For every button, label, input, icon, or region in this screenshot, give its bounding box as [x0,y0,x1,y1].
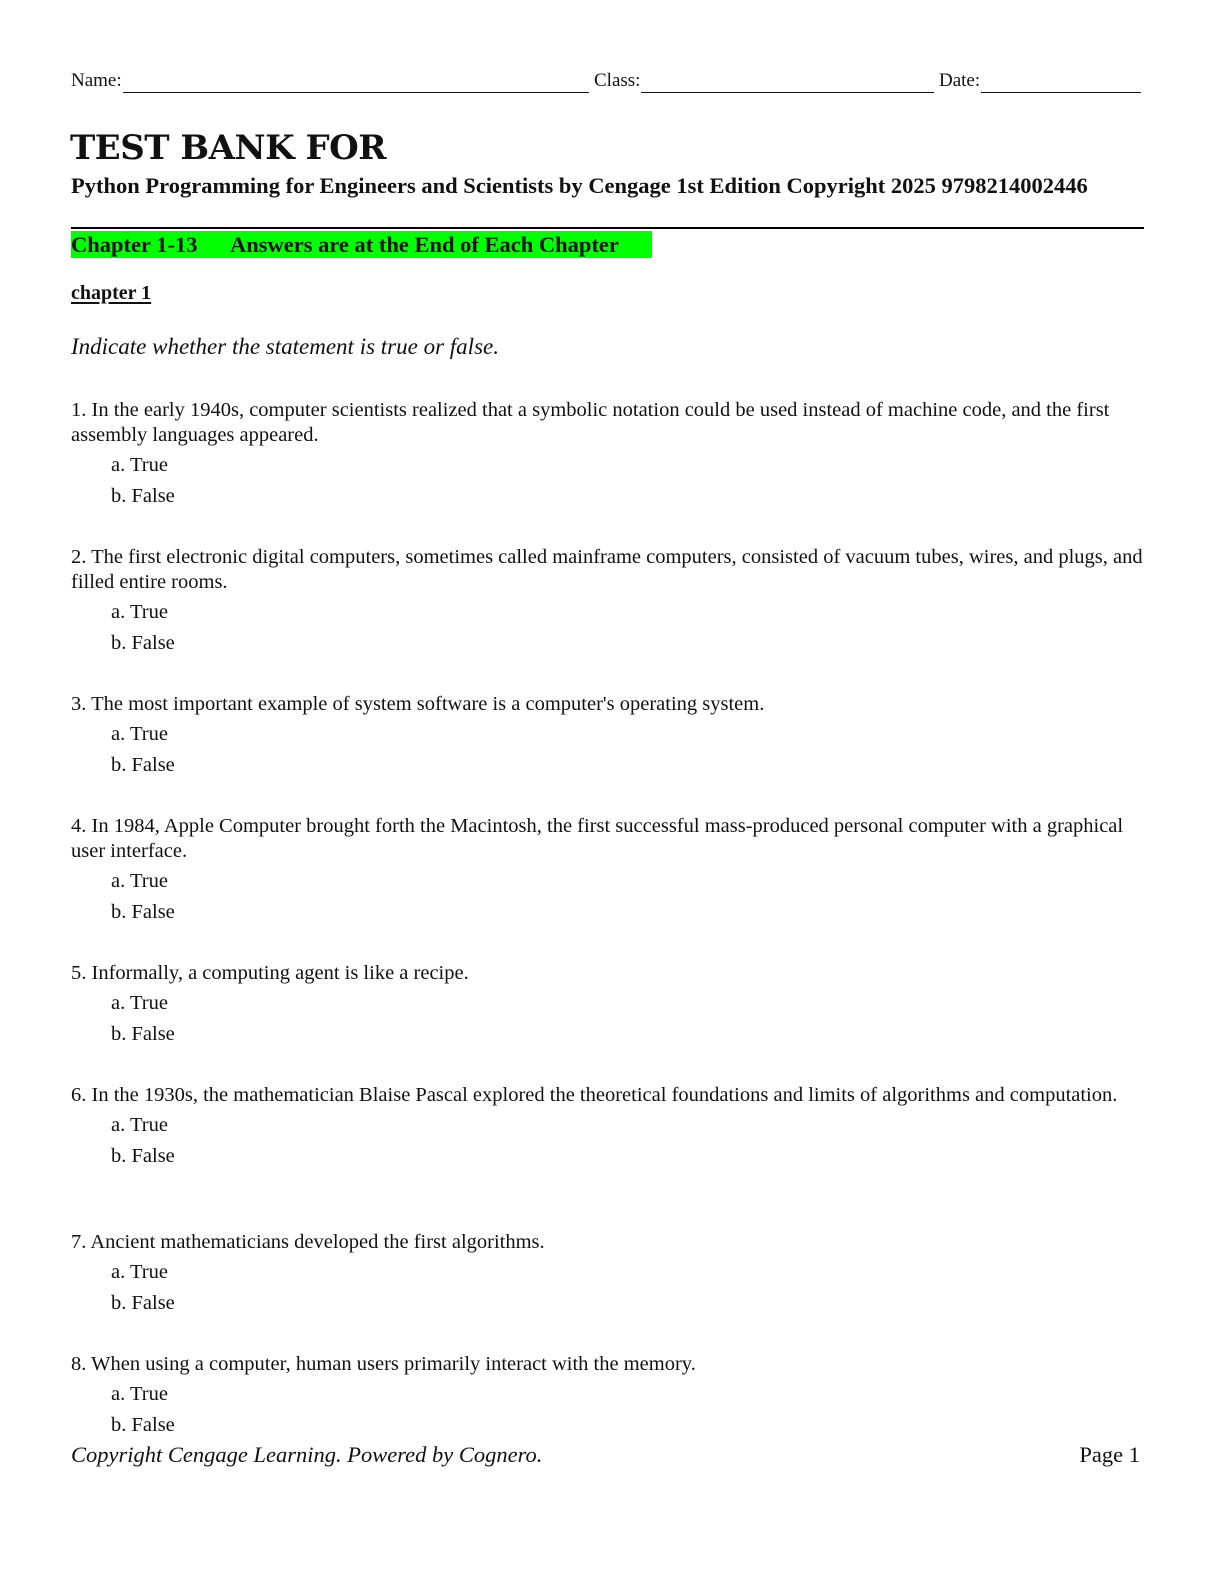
question-stem: 2. The first electronic digital computers, sometimes called mainframe computers, consisted of vacuum tubes, wires, and plugs, and filled entire rooms. [71,546,1143,593]
date-label: Date: [939,70,981,91]
option-true: a. True [111,1383,168,1405]
question-options [111,597,1146,659]
question-options [111,1257,1146,1319]
date-field-line [981,92,1141,93]
option-false: b. False [111,632,175,654]
question-options [111,450,1146,512]
question-stem: 6. In the 1930s, the mathematician Blaise Pascal explored the theoretical foundations and limits of algorithms and computation. [71,1084,1118,1106]
question-options [111,1110,1146,1172]
title-rule [71,227,1144,229]
question-item [71,1352,1146,1441]
name-label: Name: [71,70,122,91]
question-item [71,545,1146,659]
question-item [71,814,1146,928]
header-fields [71,70,1141,96]
footer-copyright: Copyright Cengage Learning. Powered by Cognero. [71,1442,543,1467]
option-true: a. True [111,723,168,745]
question-options [111,719,1146,781]
question-stem: 5. Informally, a computing agent is like a recipe. [71,962,469,984]
question-item [71,961,1146,1050]
option-true: a. True [111,870,168,892]
chapter-banner: Chapter 1-13 Answers are at the End of Each Chapter [71,231,652,258]
question-stem: 7. Ancient mathematicians developed the first algorithms. [71,1231,545,1253]
option-true: a. True [111,992,168,1014]
question-options [111,988,1146,1050]
instructions: Indicate whether the statement is true or false. [71,334,499,359]
question-stem: 1. In the early 1940s, computer scientists realized that a symbolic notation could be used instead of machine code, and the first assembly languages appeared. [71,399,1110,446]
question-options [111,1379,1146,1441]
question-options [111,866,1146,928]
option-false: b. False [111,1292,175,1314]
name-field-line [123,92,589,93]
chapter-heading: chapter 1 [71,282,152,304]
question-stem: 8. When using a computer, human users primarily interact with the memory. [71,1353,696,1375]
question-item [71,1083,1146,1172]
question-stem: 3. The most important example of system software is a computer's operating system. [71,693,765,715]
page-title: TEST BANK FOR [70,128,387,168]
question-item [71,1230,1146,1319]
option-true: a. True [111,1261,168,1283]
option-true: a. True [111,601,168,623]
class-field-line [641,92,934,93]
class-label: Class: [594,70,641,91]
option-false: b. False [111,1145,175,1167]
option-true: a. True [111,1114,168,1136]
option-false: b. False [111,754,175,776]
question-item [71,692,1146,781]
book-subtitle: Python Programming for Engineers and Scientists by Cengage 1st Edition Copyright 2025 9798214002446 [71,173,1088,198]
option-false: b. False [111,1023,175,1045]
question-item [71,398,1146,512]
option-false: b. False [111,1414,175,1436]
option-false: b. False [111,485,175,507]
option-true: a. True [111,454,168,476]
option-false: b. False [111,901,175,923]
page-number: Page 1 [1079,1442,1140,1467]
question-stem: 4. In 1984, Apple Computer brought forth the Macintosh, the first successful mass-produced personal computer with a graphical user interface. [71,815,1124,862]
